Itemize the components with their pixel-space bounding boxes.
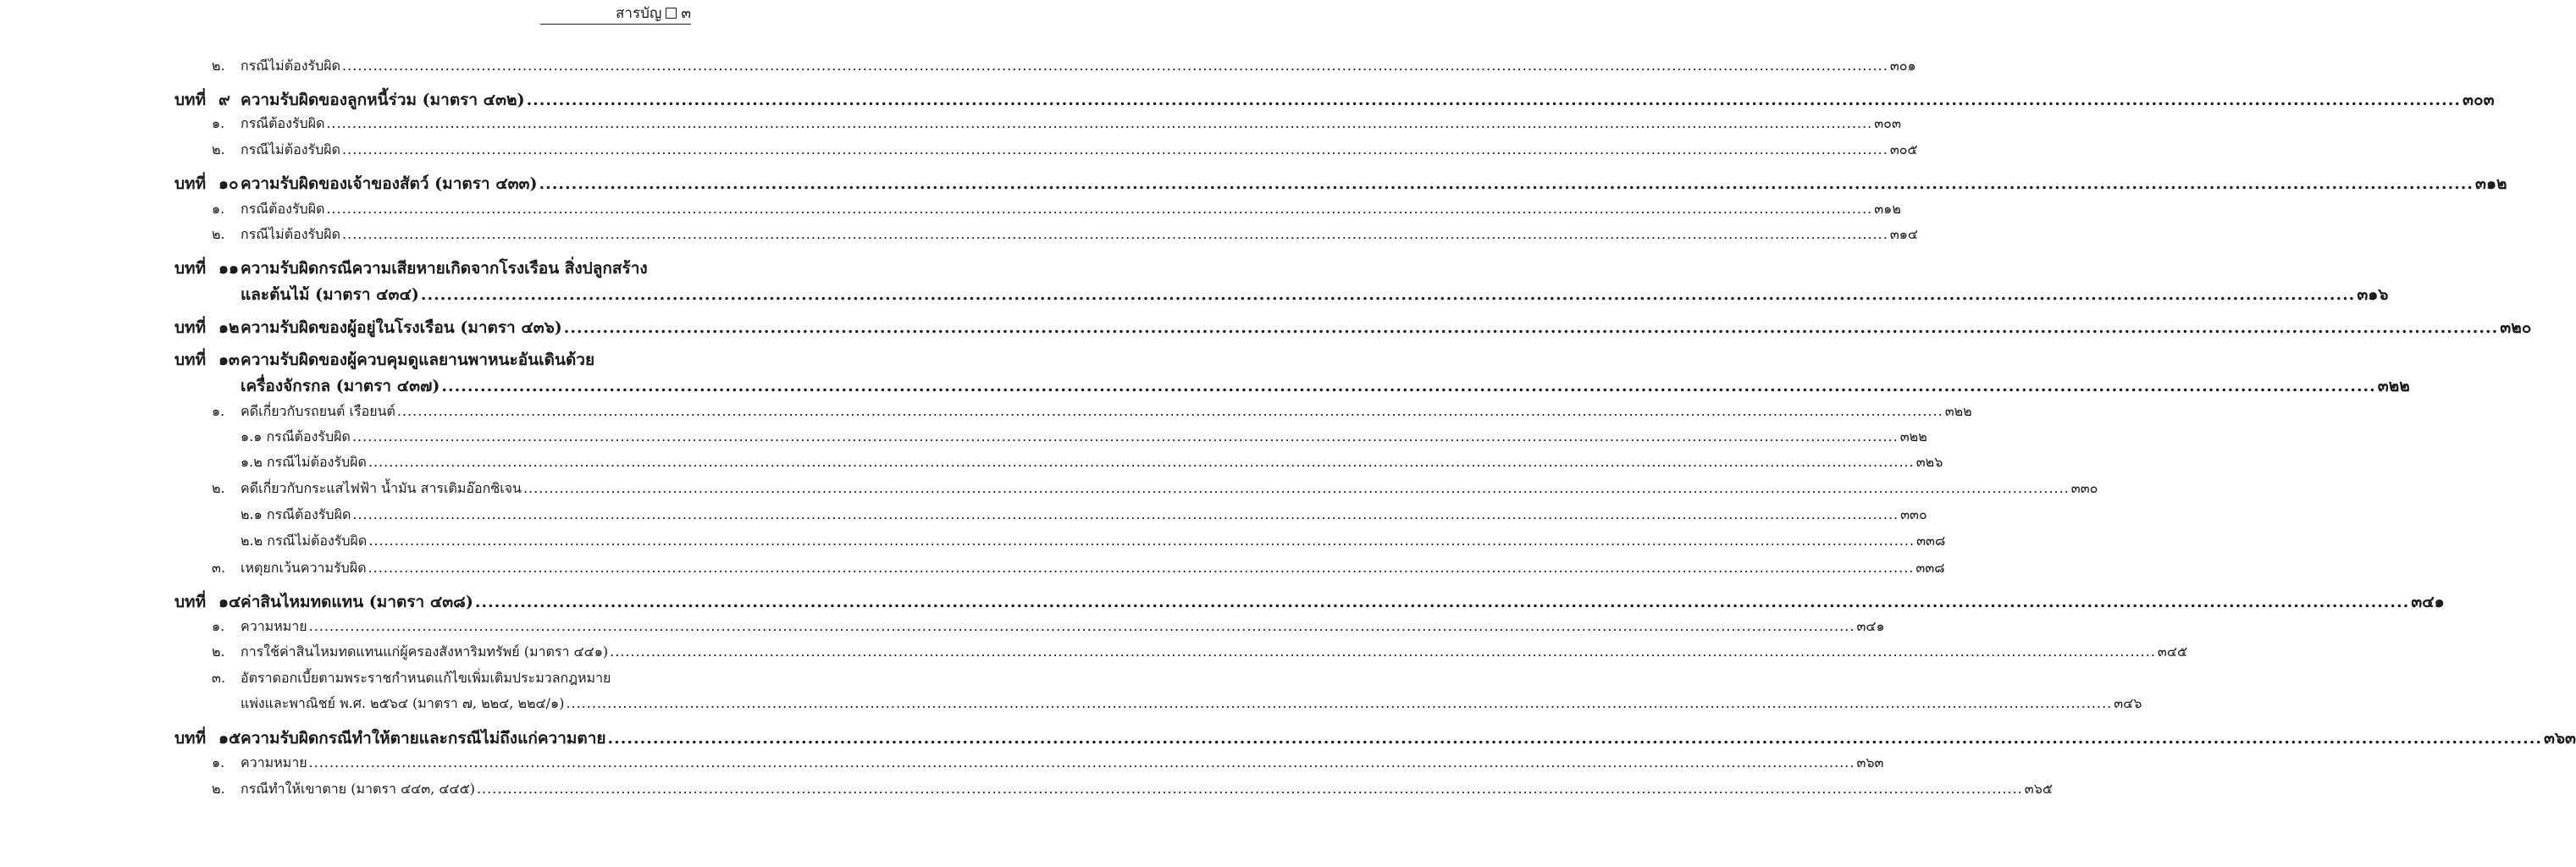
- chapter-number: ๙: [218, 91, 230, 109]
- section-number: ๓.: [212, 670, 226, 686]
- toc-entry-title: ความรับผิดกรณีความเสียหายเกิดจากโรงเรือน สิ่งปลูกสร้าง: [240, 259, 648, 278]
- toc-entry-title: ๑.๑ กรณีต้องรับผิด: [240, 428, 351, 445]
- toc-section-row: [0, 401, 1972, 427]
- dot-leader: ............................................................................................................................................................................................................................................................................................................: [368, 533, 1915, 549]
- toc-page-number: ๓๓๐: [1900, 506, 1927, 522]
- dot-leader: ............................................................................................................................................................................................................................................................................................................: [308, 754, 1855, 770]
- toc-section-row: [0, 779, 2053, 804]
- chapter-number: ๑๕: [218, 729, 241, 748]
- chapter-label: บทที่: [174, 318, 207, 337]
- section-number: ๒.: [212, 226, 225, 242]
- toc-section-row: [0, 113, 1901, 139]
- toc-page-number: ๓๐๑: [1889, 58, 1916, 74]
- dot-leader: ............................................................................................................................................................................................................................................................................................................: [352, 506, 1899, 522]
- toc-page-number: ๓๒๖: [1915, 454, 1943, 470]
- chapter-number: ๑๒: [218, 318, 240, 337]
- toc-entry-title: กรณีไม่ต้องรับผิด: [240, 58, 341, 74]
- toc-page-number: ๓๖๓: [2543, 729, 2576, 748]
- toc-page-number: ๓๓๘: [1915, 560, 1945, 576]
- toc-page-number: ๓๐๓: [1874, 115, 1901, 131]
- toc-page-number: ๓๓๐: [2070, 480, 2098, 496]
- toc-section-row: [0, 505, 1927, 530]
- chapter-number: ๑๓: [218, 351, 240, 369]
- toc-entry-title: ความรับผิดของเจ้าของสัตว์ (มาตรา ๔๓๓): [240, 174, 538, 193]
- dot-leader: ............................................................................................................................................................................................................................................................................................................: [368, 560, 1915, 576]
- dot-leader: ............................................................................................................................................................................................................................................................................................................: [396, 403, 1943, 419]
- toc-chapter-row: [0, 347, 867, 373]
- toc-page-number: ๓๖๕: [2024, 781, 2053, 797]
- toc-page-number: ๓๔๖: [2114, 695, 2142, 711]
- section-number: ๒.: [212, 643, 225, 660]
- section-number: ๑.: [212, 754, 225, 770]
- dot-leader: ............................................................................................................................................................................................................................................................................................................: [474, 593, 2410, 611]
- toc-entry-title: อัตราดอกเบี้ยตามพระราชกำหนดแก้ไขเพิ่มเติมประมวลกฎหมาย: [240, 670, 611, 686]
- chapter-label: บทที่: [174, 729, 207, 748]
- dot-leader: ............................................................................................................................................................................................................................................................................................................: [526, 91, 2461, 109]
- toc-page-number: ๓๒๐: [2500, 318, 2532, 337]
- toc-page-number: ๓๒๒: [2377, 377, 2410, 395]
- section-number: ๒.: [212, 58, 225, 74]
- toc-entry-title: เหตุยกเว้นความรับผิด: [240, 560, 367, 576]
- toc-chapter-row: [0, 256, 867, 281]
- dot-leader: ............................................................................................................................................................................................................................................................................................................: [342, 58, 1888, 74]
- toc-section-row: [0, 531, 1946, 556]
- toc-entry-title: ๒.๒ กรณีไม่ต้องรับผิด: [240, 533, 368, 549]
- dot-leader: ............................................................................................................................................................................................................................................................................................................: [326, 115, 1873, 131]
- dot-leader: ............................................................................................................................................................................................................................................................................................................: [351, 428, 1899, 445]
- toc-chapter-row: [0, 282, 2389, 307]
- toc-section-row: [0, 140, 1918, 165]
- section-number: ๑.: [212, 618, 225, 634]
- toc-section-row: [0, 452, 1943, 478]
- toc-page-number: ๓๐๕: [1889, 141, 1918, 157]
- chapter-label: บทที่: [174, 91, 207, 109]
- toc-section-row: [0, 427, 1927, 452]
- toc-section-row: [0, 199, 1901, 224]
- toc-entry-title: คดีเกี่ยวกับรถยนต์ เรือยนต์: [240, 403, 395, 419]
- toc-chapter-row: [0, 87, 2495, 113]
- toc-page-number: ๓๓๘: [1916, 533, 1946, 549]
- section-number: ๓.: [212, 560, 226, 576]
- toc-entry-title: กรณีไม่ต้องรับผิด: [240, 141, 341, 157]
- toc-entry-title: คดีเกี่ยวกับกระแสไฟฟ้า น้ำมัน สารเติมอ๊อกซิเจน: [240, 480, 522, 496]
- chapter-label: บทที่: [174, 174, 207, 193]
- toc-entry-title: ค่าสินไหมทดแทน (มาตรา ๔๓๘): [240, 593, 473, 611]
- toc-entry-title: การใช้ค่าสินไหมทดแทนแก่ผู้ครองสังหาริมทรัพย์ (มาตรา ๔๔๑): [240, 643, 609, 660]
- section-number: ๒.: [212, 141, 225, 157]
- toc-page-number: ๓๔๑: [1856, 618, 1885, 634]
- toc-page-number: ๓๑๔: [1889, 226, 1919, 242]
- toc-page-number: ๓๒๒: [1899, 428, 1927, 445]
- dot-leader: ............................................................................................................................................................................................................................................................................................................: [539, 174, 2474, 193]
- toc-entry-title: กรณีต้องรับผิด: [240, 115, 325, 131]
- dot-leader: ............................................................................................................................................................................................................................................................................................................: [308, 618, 1855, 634]
- toc-section-row: [0, 668, 867, 693]
- toc-page-number: ๓๖๓: [1856, 754, 1884, 770]
- dot-leader: ............................................................................................................................................................................................................................................................................................................: [610, 643, 2156, 660]
- toc-section-row: [0, 642, 2188, 667]
- toc-section-row: [0, 753, 1884, 778]
- toc-chapter-row: [0, 589, 2445, 615]
- dot-leader: ............................................................................................................................................................................................................................................................................................................: [342, 141, 1888, 157]
- chapter-number: ๑๐: [218, 174, 239, 193]
- dot-leader: ............................................................................................................................................................................................................................................................................................................: [522, 480, 2070, 496]
- toc-entry-title: เครื่องจักรกล (มาตรา ๔๓๗): [240, 377, 440, 395]
- chapter-label: บทที่: [174, 259, 207, 278]
- toc-entry-title: ๒.๑ กรณีต้องรับผิด: [240, 506, 351, 522]
- section-number: ๒.: [212, 781, 225, 797]
- chapter-number: ๑๔: [218, 593, 241, 611]
- section-number: ๑.: [212, 403, 225, 419]
- toc-chapter-row: [0, 315, 2532, 340]
- toc-entry-title: ความหมาย: [240, 618, 307, 634]
- toc-page-number: ๓๑๒: [2474, 174, 2507, 193]
- toc-section-row: [0, 56, 1916, 81]
- toc-entry-title: ๑.๒ กรณีไม่ต้องรับผิด: [240, 454, 367, 470]
- dot-leader: ............................................................................................................................................................................................................................................................................................................: [476, 781, 2023, 797]
- toc-entry-title: กรณีไม่ต้องรับผิด: [240, 226, 341, 242]
- toc-entry-title: ความรับผิดของผู้อยู่ในโรงเรือน (มาตรา ๔๓๖): [240, 318, 562, 337]
- dot-leader: ............................................................................................................................................................................................................................................................................................................: [441, 377, 2376, 395]
- toc-entry-title: กรณีต้องรับผิด: [240, 201, 325, 217]
- toc-entry-title: ความรับผิดกรณีทำให้ตายและกรณีไม่ถึงแก่ความตาย: [240, 729, 606, 748]
- toc-page-number: ๓๑๖: [2357, 285, 2389, 304]
- dot-leader: ............................................................................................................................................................................................................................................................................................................: [420, 285, 2356, 304]
- dot-leader: ............................................................................................................................................................................................................................................................................................................: [607, 729, 2542, 748]
- dot-leader: ............................................................................................................................................................................................................................................................................................................: [566, 695, 2113, 711]
- toc-page-number: ๓๑๒: [1874, 201, 1901, 217]
- toc-entry-title: กรณีทำให้เขาตาย (มาตรา ๔๔๓, ๔๔๕): [240, 781, 475, 797]
- toc-entry-title: ความหมาย: [240, 754, 307, 770]
- dot-leader: ............................................................................................................................................................................................................................................................................................................: [368, 454, 1915, 470]
- header-page-number: ๓: [681, 5, 691, 22]
- toc-chapter-row: [0, 373, 2410, 399]
- chapter-label: บทที่: [174, 593, 207, 611]
- toc-chapter-row: [0, 171, 2507, 196]
- toc-entry-title: ความรับผิดของผู้ควบคุมดูแลยานพาหนะอันเดินด้วย: [240, 351, 595, 369]
- toc-section-row: [0, 224, 1919, 250]
- toc-page-number: ๓๐๓: [2463, 91, 2495, 109]
- toc-entry-title: และต้นไม้ (มาตรา ๔๓๔): [240, 285, 419, 304]
- section-number: ๑.: [212, 115, 225, 131]
- toc-page-number: ๓๔๑: [2411, 593, 2445, 611]
- dot-leader: ............................................................................................................................................................................................................................................................................................................: [326, 201, 1873, 217]
- toc-chapter-row: [0, 726, 2576, 751]
- toc-section-row: [0, 478, 2098, 504]
- section-number: ๒.: [212, 480, 225, 496]
- toc-page-number: ๓๒๒: [1944, 403, 1972, 419]
- section-number: ๑.: [212, 201, 225, 217]
- chapter-label: บทที่: [174, 351, 207, 369]
- toc-entry-title: ความรับผิดของลูกหนี้ร่วม (มาตรา ๔๓๒): [240, 91, 525, 109]
- toc-section-row: [0, 558, 1945, 583]
- toc-section-row: [0, 693, 2142, 719]
- header-title: สารบัญ: [616, 5, 662, 22]
- toc-page-number: ๓๔๕: [2157, 643, 2188, 660]
- dot-leader: ............................................................................................................................................................................................................................................................................................................: [342, 226, 1888, 242]
- dot-leader: ............................................................................................................................................................................................................................................................................................................: [563, 318, 2499, 337]
- toc-entry-title: แพ่งและพาณิชย์ พ.ศ. ๒๕๖๔ (มาตรา ๗, ๒๒๔, ๒๒๔/๑): [240, 695, 565, 711]
- toc-section-row: [0, 616, 1885, 642]
- chapter-number: ๑๑: [218, 259, 240, 278]
